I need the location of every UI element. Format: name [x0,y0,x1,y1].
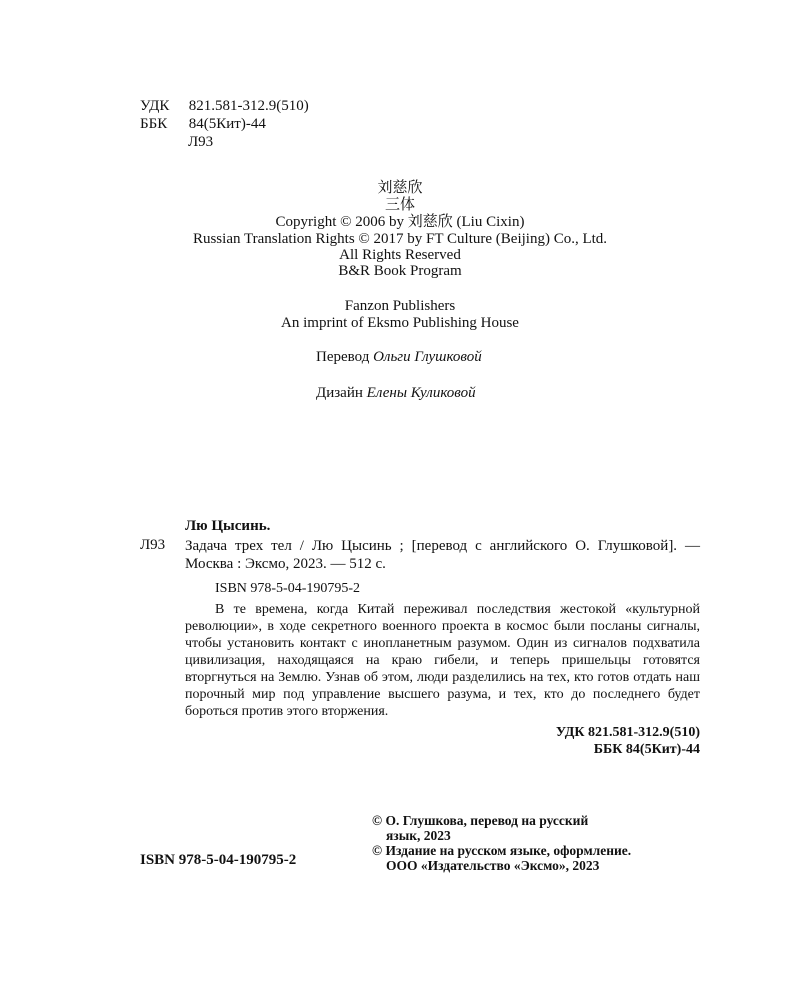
author-chinese: 刘慈欣 [377,180,423,196]
title-chinese: 三体 [384,197,415,213]
publisher-imprint: An imprint of Eksmo Publishing House [281,315,519,331]
bbk-label: ББК [140,116,168,132]
catalog-mark: Л93 [140,537,166,553]
catalog-author: Лю Цысинь. [185,518,271,534]
bbk-line [140,115,266,133]
translator-name: Ольги Глушковой [373,349,482,365]
udk-value: 821.581-312.9(510) [188,98,309,114]
translation-rights: Russian Translation Rights © 2017 by FT Culture (Beijing) Co., Ltd. [192,231,608,247]
udk-line [140,97,309,115]
udk-label: УДК [140,98,170,114]
book-program: B&R Book Program [338,263,462,279]
copyright-line-1: © О. Глушкова, перевод на русский [372,813,589,828]
catalog-udk: УДК 821.581-312.9(510) [555,725,700,740]
designer-name: Елены Куликовой [366,385,476,401]
catalog-bbk: ББК 84(5Кит)-44 [593,742,700,757]
bbk-value: 84(5Кит)-44 [188,116,266,132]
design-label: Дизайн [316,385,363,401]
copyright-line-2: язык, 2023 [386,828,451,843]
catalog-entry: Задача трех тел / Лю Цысинь ; [перевод с английского О. Глушковой]. — Москва : Эксмо, 2023. — 512 с. [185,538,700,572]
catalog-isbn: ISBN 978-5-04-190795-2 [215,581,361,596]
copyright-line-3: © Издание на русском языке, оформление. [372,843,632,858]
author-mark: Л93 [188,134,214,150]
all-rights: All Rights Reserved [339,247,461,263]
publisher-name: Fanzon Publishers [344,298,456,314]
translation-label: Перевод [316,349,370,365]
design-credit [316,385,476,402]
translation-credit [316,349,482,366]
copyright-translation [372,813,631,873]
copyright-line-4: ООО «Издательство «Эксмо», 2023 [386,858,600,873]
copyright-line: Copyright © 2006 by 刘慈欣 (Liu Cixin) [275,214,525,230]
footer-isbn: ISBN 978-5-04-190795-2 [140,852,297,868]
catalog-annotation: В те времена, когда Китай переживал последствия жестокой «культурной революции», в ходе секретного военного проекта в космос были посланы сигналы, чтобы установить контакт с инопланетным разумом. Один из сигналов подхватила цивилизация, находящаяся на краю гибели, и теперь пришельцы готовятся вторгнуться на Землю. Узнав об этом, люди разделились на тех, кто готов отдать наш порочный мир под управление высшего разума, и тех, кто до последнего будет бороться против этого вторжения. [185,602,700,719]
